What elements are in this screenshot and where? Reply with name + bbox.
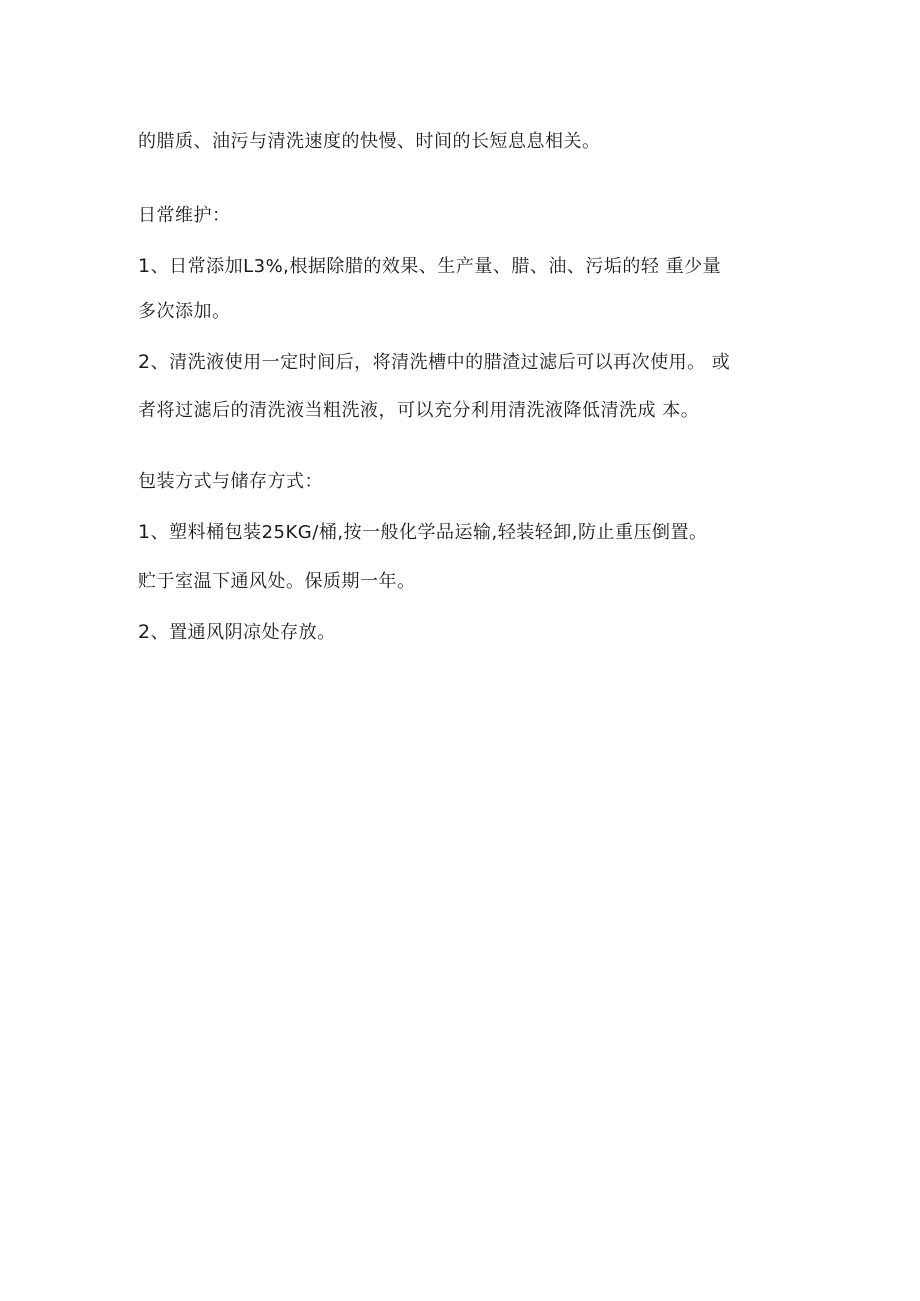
maintenance-item-1-text: 、日常添加L3%,根据除腊的效果、生产量、腊、油、污垢的轻 重少量	[150, 256, 722, 277]
packaging-item-2-text: 、置通风阴凉处存放。	[150, 622, 336, 643]
packaging-item-1-line-1	[138, 520, 707, 545]
packaging-heading: 包装方式与储存方式：	[138, 471, 323, 492]
maintenance-heading: 日常维护：	[138, 205, 231, 226]
maintenance-item-1-number: 1	[138, 255, 151, 277]
maintenance-item-1-line-2: 多次添加。	[138, 301, 231, 322]
packaging-item-1-text: 、塑料桶包装25KG/桶,按一般化学品运输,轻装轻卸,防止重压倒置。	[150, 522, 708, 543]
maintenance-item-2-text: 、清洗液使用一定时间后，将清洗槽中的腊渣过滤后可以再次使用。 或	[150, 352, 731, 373]
packaging-item-1-number: 1	[138, 521, 151, 543]
packaging-item-2-line-1	[138, 620, 336, 645]
maintenance-item-2-line-1	[138, 350, 730, 375]
packaging-item-2-number: 2	[138, 621, 151, 643]
maintenance-item-2-number: 2	[138, 351, 151, 373]
packaging-item-1-line-2: 贮于室温下通风处。保质期一年。	[138, 571, 416, 592]
maintenance-item-1-line-1	[138, 254, 721, 279]
maintenance-item-2-line-2: 者将过滤后的清洗液当粗洗液，可以充分利用清洗液降低清洗成 本。	[138, 400, 700, 421]
paragraph-continuation: 的腊质、油污与清洗速度的快慢、时间的长短息息相关。	[138, 131, 601, 152]
